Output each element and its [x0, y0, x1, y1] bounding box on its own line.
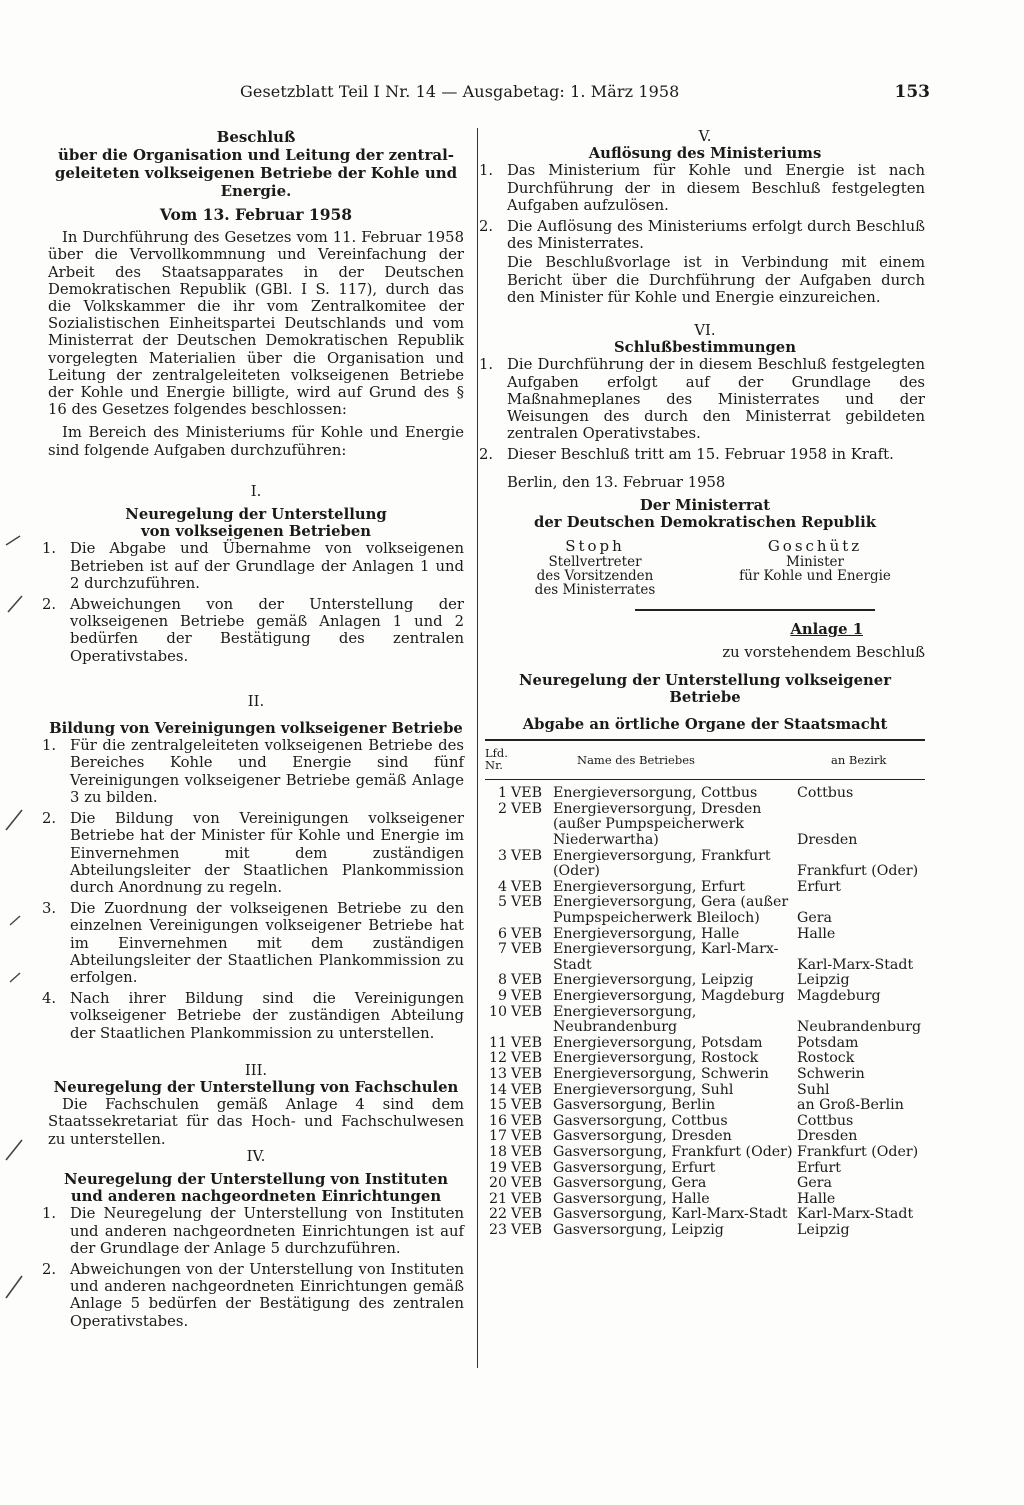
- item-text: Nach ihrer Bildung sind die Vereinigungen volkseigener Betriebe der zuständigen Abteilung der Staatlichen Plankommission zu unterstellen.: [70, 990, 464, 1042]
- column-divider: [477, 128, 478, 1368]
- intro-paragraph-2: Im Bereich des Ministeriums für Kohle und Energie sind folgende Aufgaben durchzuführen:: [48, 424, 464, 459]
- row-veb: VEB: [511, 1050, 543, 1067]
- signature-right: [705, 539, 925, 597]
- item-text: Abweichungen von der Unterstellung der volkseigenen Betriebe gemäß Anlagen 1 und 2 bedürfen der Bestätigung des zentralen Operativstabes.: [70, 596, 464, 665]
- section-number: III.: [244, 1061, 268, 1079]
- signatory-role: des Ministerrates: [534, 582, 656, 599]
- enterprise-table: [485, 739, 925, 1238]
- row-veb: VEB: [511, 800, 543, 817]
- row-number: 3: [497, 847, 507, 864]
- item-text: Die Auflösung des Ministeriums erfolgt durch Beschluß des Ministerrates.: [507, 218, 925, 253]
- row-enterprise-name: Energieversorgung, Erfurt: [553, 878, 745, 895]
- section-4-items: [42, 1205, 464, 1330]
- table-row: [485, 780, 925, 802]
- title-line: über die Organisation und Leitung der zentral-: [57, 146, 455, 164]
- row-enterprise-name: Energieversorgung, Karl-Marx-Stadt: [553, 941, 779, 973]
- row-enterprise-name: Gasversorgung, Berlin: [553, 1097, 716, 1114]
- section-3-text: Die Fachschulen gemäß Anlage 4 sind dem Staatssekretariat für das Hoch- und Fachschulwesen zu unterstellen.: [48, 1096, 464, 1148]
- table-row: [485, 1083, 925, 1099]
- row-veb: VEB: [511, 1097, 543, 1114]
- row-enterprise-name: Gasversorgung, Karl-Marx-Stadt: [553, 1206, 788, 1223]
- row-enterprise-name: Energieversorgung, Suhl: [553, 1081, 734, 1098]
- row-enterprise-name: Gasversorgung, Halle: [553, 1190, 710, 1207]
- row-bezirk: Gera: [797, 1175, 832, 1192]
- table-row: [485, 1051, 925, 1067]
- row-bezirk: Karl-Marx-Stadt: [797, 1206, 914, 1223]
- row-enterprise-name: Energieversorgung, Halle: [553, 925, 740, 942]
- title-line: geleiteten volkseigenen Betriebe der Kohle und: [54, 164, 458, 182]
- row-bezirk: Potsdam: [797, 1034, 859, 1051]
- row-enterprise-name: Gasversorgung, Erfurt: [553, 1159, 716, 1176]
- row-bezirk: Karl-Marx-Stadt: [797, 956, 914, 973]
- signatory-name: Goschütz: [767, 537, 863, 556]
- item-number: 1.: [42, 1205, 57, 1223]
- list-item: [42, 1205, 464, 1257]
- row-enterprise-name: Energieversorgung, Schwerin: [553, 1065, 769, 1082]
- row-bezirk: Halle: [797, 1190, 836, 1207]
- row-number: 12: [488, 1050, 507, 1067]
- annex-title: Neuregelung der Unterstellung volkseigener Betriebe: [519, 671, 891, 706]
- item-number: 2.: [42, 596, 57, 614]
- item-number: 2.: [479, 446, 494, 464]
- header-title: Gesetzblatt Teil I Nr. 14 — Ausgabetag: 1. März 1958: [240, 82, 680, 101]
- table-row: [485, 1129, 925, 1145]
- row-bezirk: Leipzig: [797, 1221, 850, 1238]
- col-header-name: Name des Betriebes: [511, 740, 793, 780]
- signature-left: [485, 539, 705, 597]
- table-row: [485, 880, 925, 896]
- row-veb: VEB: [511, 1003, 543, 1020]
- row-veb: VEB: [511, 785, 543, 802]
- table-row: [485, 1098, 925, 1114]
- item-text: Die Neuregelung der Unterstellung von Instituten und anderen nachgeordneten Einrichtungen ist auf der Grundlage der Anlage 5 durchzuführen.: [70, 1205, 464, 1257]
- heading-line: Neuregelung der Unterstellung: [125, 506, 387, 524]
- row-enterprise-name: Gasversorgung, Leipzig: [553, 1221, 724, 1238]
- list-item: [42, 990, 464, 1042]
- table-row: [485, 1176, 925, 1192]
- list-item: [42, 737, 464, 806]
- table-row: [485, 1192, 925, 1208]
- row-bezirk: Dresden: [797, 1128, 858, 1145]
- row-number: 15: [488, 1097, 507, 1114]
- row-number: 20: [488, 1175, 507, 1192]
- decree-title: [48, 128, 464, 200]
- row-number: 17: [488, 1128, 507, 1145]
- table-row: [485, 849, 925, 880]
- item-number: 2.: [42, 810, 57, 828]
- table-row: [485, 973, 925, 989]
- row-veb: VEB: [511, 1159, 543, 1176]
- section-5-items: [479, 162, 925, 253]
- row-veb: VEB: [511, 1190, 543, 1207]
- item-number: 1.: [479, 162, 494, 180]
- row-veb: VEB: [511, 1034, 543, 1051]
- place-date: Berlin, den 13. Februar 1958: [507, 473, 726, 491]
- row-bezirk: Suhl: [797, 1081, 830, 1098]
- signatory-name: Stoph: [565, 537, 625, 556]
- row-number: 13: [488, 1065, 507, 1082]
- row-bezirk: Erfurt: [797, 1159, 842, 1176]
- list-item: [42, 900, 464, 986]
- row-bezirk: Gera: [797, 910, 832, 927]
- row-enterprise-name: Energieversorgung, Leipzig: [553, 972, 754, 989]
- right-column: [479, 128, 925, 1239]
- row-enterprise-name: Energieversorgung, Cottbus: [553, 785, 758, 802]
- item-number: 4.: [42, 990, 57, 1008]
- signatory-role: Minister: [786, 554, 844, 571]
- row-number: 5: [497, 894, 507, 911]
- item-number: 1.: [42, 540, 57, 558]
- list-item: [479, 446, 925, 464]
- signatory-role: des Vorsitzenden: [536, 568, 654, 585]
- item-number: 2.: [42, 1260, 57, 1278]
- section-number: I.: [250, 482, 262, 500]
- row-veb: VEB: [511, 1175, 543, 1192]
- item-number: 2.: [479, 218, 494, 236]
- signatory-role: für Kohle und Energie: [739, 568, 891, 585]
- list-item: [479, 162, 925, 214]
- table-row: [485, 1223, 925, 1239]
- table-row: [485, 895, 925, 926]
- list-item: [479, 218, 925, 253]
- separator-rule: [635, 609, 875, 611]
- row-bezirk: Schwerin: [797, 1065, 865, 1082]
- col-header-bezirk: an Bezirk: [793, 740, 925, 780]
- pencil-mark: [6, 810, 22, 830]
- row-veb: VEB: [511, 1112, 543, 1129]
- signatures: [485, 539, 925, 597]
- row-veb: VEB: [511, 1206, 543, 1223]
- row-veb: VEB: [511, 878, 543, 895]
- row-bezirk: Frankfurt (Oder): [797, 1143, 919, 1160]
- list-item: [42, 810, 464, 896]
- row-veb: VEB: [511, 1143, 543, 1160]
- annex-label: Anlage 1: [790, 621, 863, 639]
- table-row: [485, 1207, 925, 1223]
- row-veb: VEB: [511, 988, 543, 1004]
- section-6-items: [479, 356, 925, 464]
- row-number: 11: [488, 1034, 507, 1051]
- row-enterprise-name: Gasversorgung, Gera: [553, 1175, 707, 1192]
- item-number: 3.: [42, 900, 57, 918]
- list-item: [42, 596, 464, 665]
- pencil-mark: [6, 536, 20, 545]
- row-enterprise-name: Energieversorgung, Dresden (außer Pumpspeicherwerk Niederwartha): [553, 800, 762, 849]
- left-column: [42, 128, 464, 1334]
- section-number: IV.: [246, 1147, 266, 1165]
- table-row: [485, 989, 925, 1005]
- section-heading: [48, 506, 464, 540]
- item-text: Dieser Beschluß tritt am 15. Februar 1958 in Kraft.: [507, 446, 894, 464]
- item-text: Abweichungen von der Unterstellung von Instituten und anderen nachgeordneten Einrichtungen gemäß Anlage 5 bedürfen der Bestätigung des zentralen Operativstabes.: [70, 1260, 464, 1330]
- section-2-items: [42, 737, 464, 1042]
- section-heading: [48, 1171, 464, 1205]
- row-enterprise-name: Energieversorgung, Frankfurt (Oder): [553, 847, 771, 880]
- table-row: [485, 1114, 925, 1130]
- row-veb: VEB: [511, 1221, 543, 1238]
- table-row: [485, 927, 925, 943]
- row-number: 1: [497, 785, 507, 802]
- table-row: [485, 1036, 925, 1052]
- row-veb: VEB: [511, 847, 543, 864]
- row-number: 21: [488, 1190, 507, 1207]
- signatory-role: Stellvertreter: [548, 554, 642, 571]
- pencil-mark: [6, 1140, 22, 1160]
- row-bezirk: Halle: [797, 925, 836, 942]
- heading-line: und anderen nachgeordneten Einrichtungen: [70, 1188, 442, 1206]
- table-row: [485, 942, 925, 973]
- title-line: Beschluß: [216, 128, 296, 146]
- row-bezirk: Frankfurt (Oder): [797, 863, 919, 880]
- row-enterprise-name: Energieversorgung, Neubrandenburg: [553, 1003, 697, 1036]
- item-text: Die Bildung von Vereinigungen volkseigener Betriebe hat der Minister für Kohle und Energie im Einvernehmen mit dem zuständigen Abteilungsleiter der Staatlichen Plankommission durch Anordnung zu regeln.: [70, 810, 464, 896]
- item-text: Für die zentralgeleiteten volkseigenen Betriebe des Bereiches Kohle und Energie sind fünf Vereinigungen volkseigener Betriebe gemäß Anlage 3 zu bilden.: [70, 737, 464, 806]
- section-number: II.: [247, 692, 265, 710]
- row-bezirk: Rostock: [797, 1050, 855, 1067]
- row-bezirk: Magdeburg: [797, 988, 881, 1004]
- pencil-mark: [6, 1276, 22, 1298]
- heading-line: Neuregelung der Unterstellung von Instituten: [64, 1170, 448, 1188]
- table-row: [485, 1161, 925, 1177]
- table-row: [485, 802, 925, 849]
- row-number: 7: [497, 941, 507, 958]
- section-number: V.: [698, 128, 712, 145]
- item-number: 1.: [479, 356, 494, 374]
- item-number: 1.: [42, 737, 57, 755]
- row-number: 4: [497, 878, 507, 895]
- row-number: 9: [497, 988, 507, 1004]
- row-veb: VEB: [511, 972, 543, 989]
- table-row: [485, 1005, 925, 1036]
- council-line-2: der Deutschen Demokratischen Republik: [534, 514, 876, 532]
- section-heading: Bildung von Vereinigungen volkseigener Betriebe: [49, 720, 463, 738]
- pencil-mark: [10, 916, 20, 925]
- row-number: 18: [488, 1143, 507, 1160]
- pencil-mark: [8, 596, 22, 612]
- row-enterprise-name: Energieversorgung, Potsdam: [553, 1034, 763, 1051]
- item-text: Die Durchführung der in diesem Beschluß festgelegten Aufgaben erfolgt auf der Grundlage des Maßnahmeplanes des Ministerrates und der Weisungen des durch den Ministerrat gebildeten zentralen Operativstabes.: [507, 356, 925, 443]
- page-header: [40, 78, 930, 108]
- row-bezirk: Neubrandenburg: [797, 1019, 922, 1036]
- row-enterprise-name: Gasversorgung, Frankfurt (Oder): [553, 1143, 793, 1160]
- list-item: [479, 356, 925, 443]
- section-number: VI.: [694, 322, 716, 340]
- item-text: Das Ministerium für Kohle und Energie ist nach Durchführung der in diesem Beschluß festgelegten Aufgaben aufzulösen.: [507, 162, 925, 214]
- row-number: 16: [488, 1112, 507, 1129]
- item-text: Die Abgabe und Übernahme von volkseigenen Betrieben ist auf der Grundlage der Anlagen 1 und 2 durchzuführen.: [70, 540, 464, 592]
- pencil-mark: [10, 973, 20, 982]
- table-header-row: [485, 740, 925, 780]
- list-item: [42, 1260, 464, 1330]
- row-bezirk: Leipzig: [797, 972, 850, 989]
- title-line: Energie.: [220, 182, 292, 200]
- item-text: Die Zuordnung der volkseigenen Betriebe zu den einzelnen Vereinigungen volkseigener Betriebe hat im Einvernehmen mit dem zuständigen Abteilungsleiter der Staatlichen Plankommission zu erfolgen.: [70, 900, 464, 986]
- row-veb: VEB: [511, 1065, 543, 1082]
- row-bezirk: Cottbus: [797, 785, 854, 802]
- page-number: 153: [894, 82, 930, 102]
- row-veb: VEB: [511, 1081, 543, 1098]
- row-veb: VEB: [511, 941, 543, 958]
- row-enterprise-name: Energieversorgung, Gera (außer Pumpspeicherwerk Bleiloch): [553, 894, 789, 927]
- annex-subtitle: zu vorstehendem Beschluß: [722, 644, 925, 662]
- section-heading: Auflösung des Ministeriums: [588, 145, 822, 163]
- table-row: [485, 1145, 925, 1161]
- row-number: 22: [488, 1206, 507, 1223]
- row-bezirk: Dresden: [797, 832, 858, 849]
- list-item: [42, 540, 464, 592]
- row-number: 8: [497, 972, 507, 989]
- row-number: 10: [488, 1003, 507, 1020]
- decree-date: Vom 13. Februar 1958: [159, 205, 353, 224]
- row-veb: VEB: [511, 925, 543, 942]
- row-enterprise-name: Energieversorgung, Rostock: [553, 1050, 759, 1067]
- section-heading: Schlußbestimmungen: [614, 339, 796, 357]
- row-enterprise-name: Gasversorgung, Cottbus: [553, 1112, 728, 1129]
- heading-line: von volkseigenen Betrieben: [140, 523, 372, 541]
- intro-paragraph: In Durchführung des Gesetzes vom 11. Februar 1958 über die Vervollkommnung und Vereinfachung der Arbeit des Staatsapparates in der Deutschen Demokratischen Republik (GBl. I S. 117), durch das die Volkskammer die ihr vom Zentralkomitee der Sozialistischen Einheitspartei Deutschlands und vom Ministerrat der Deutschen Demokratischen Republik vorgelegten Materialien über die Organisation und Leitung der zentralgeleiteten volkseigenen Betriebe der Kohle und Energie billigte, wird auf Grund des § 16 des Gesetzes folgendes beschlossen:: [48, 229, 464, 419]
- row-number: 14: [488, 1081, 507, 1098]
- row-bezirk: Erfurt: [797, 878, 842, 895]
- section-5-subtext: Die Beschlußvorlage ist in Verbindung mit einem Bericht über die Durchführung der Aufgaben durch den Minister für Kohle und Energie einzureichen.: [507, 254, 925, 306]
- table-row: [485, 1067, 925, 1083]
- council-line-1: Der Ministerrat: [639, 496, 771, 514]
- row-enterprise-name: Energieversorgung, Magdeburg: [553, 988, 785, 1004]
- section-1-items: [42, 540, 464, 665]
- row-number: 6: [497, 925, 507, 942]
- row-veb: VEB: [511, 1128, 543, 1145]
- row-bezirk: Cottbus: [797, 1112, 854, 1129]
- margin-marks: [0, 0, 40, 1505]
- annex-title-2: Abgabe an örtliche Organe der Staatsmacht: [522, 716, 888, 734]
- row-veb: VEB: [511, 894, 543, 911]
- row-number: 19: [488, 1159, 507, 1176]
- col-header-nr: Lfd. Nr.: [485, 740, 511, 780]
- row-number: 23: [488, 1221, 507, 1238]
- row-enterprise-name: Gasversorgung, Dresden: [553, 1128, 732, 1145]
- row-bezirk: an Groß-Berlin: [797, 1097, 904, 1114]
- row-number: 2: [497, 800, 507, 817]
- section-heading: Neuregelung der Unterstellung von Fachschulen: [53, 1078, 459, 1096]
